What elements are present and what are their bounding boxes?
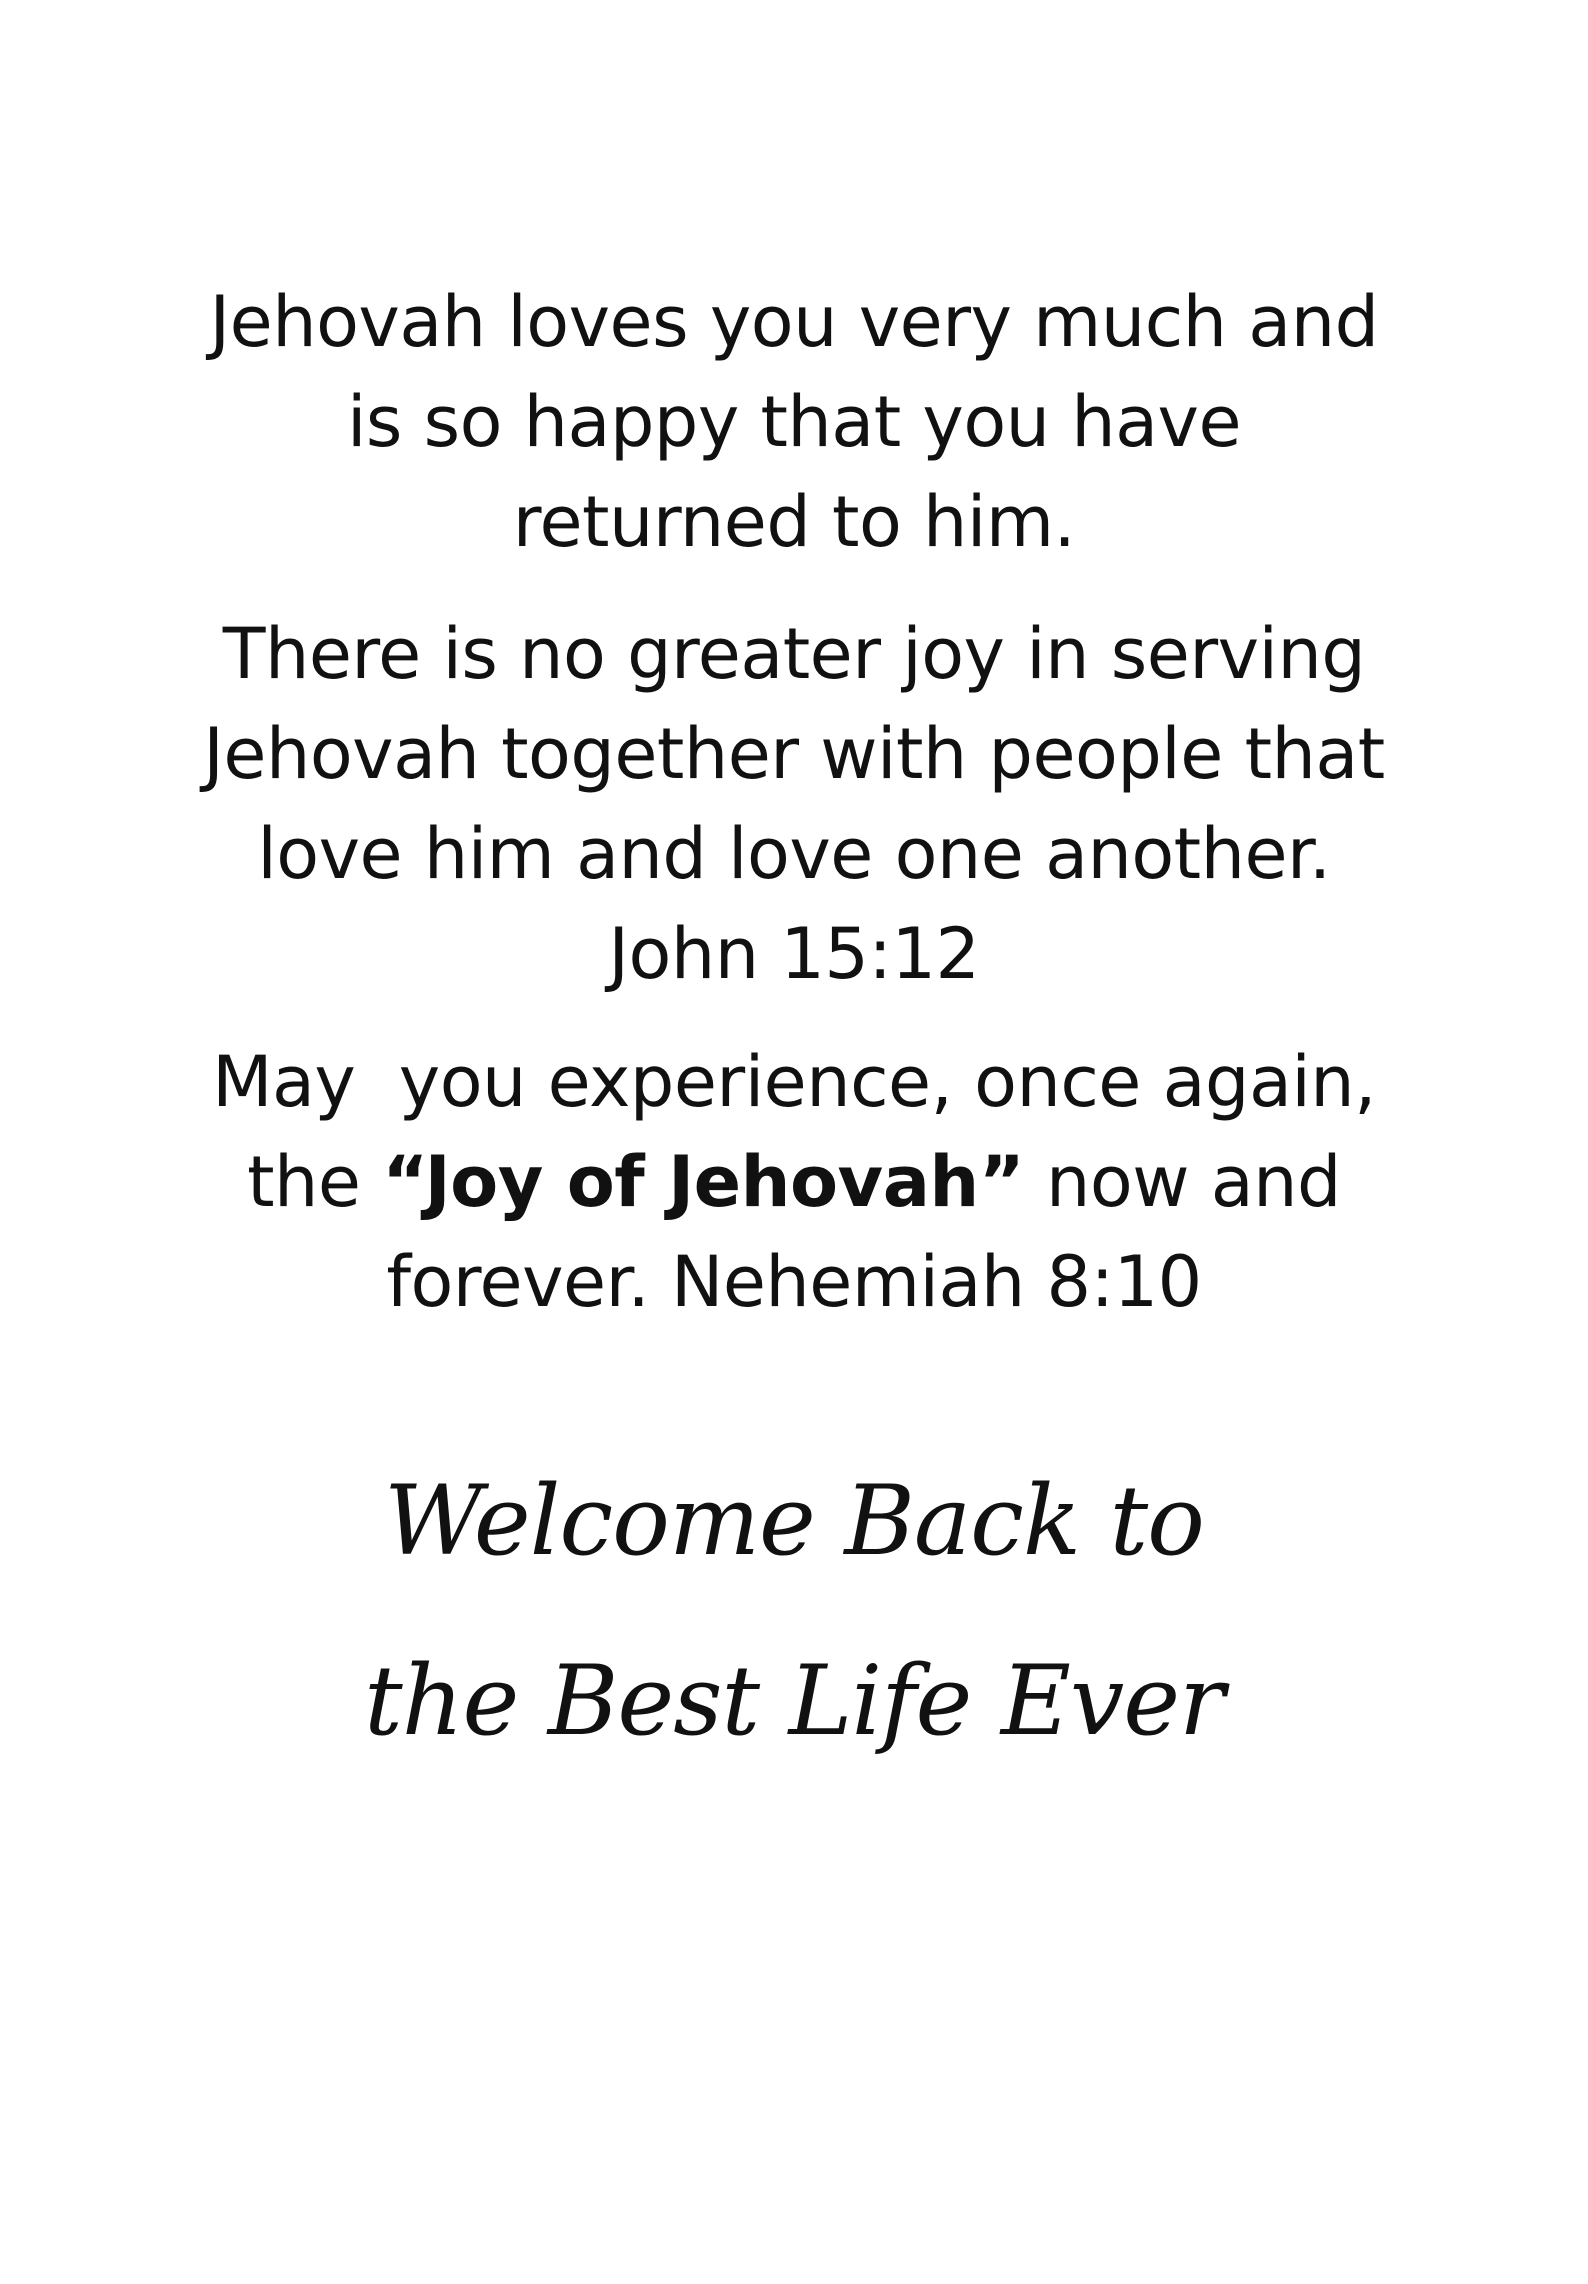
scripture-reference-john: John 15:12 <box>608 913 980 995</box>
paragraph-3-line-2-prefix: the <box>247 1141 383 1223</box>
paragraph-1-line-2: is so happy that you have <box>346 381 1242 463</box>
message-paragraph-1 <box>0 272 1588 572</box>
paragraph-1-line-1: Jehovah loves you very much and <box>209 281 1379 363</box>
paragraph-3-line-2 <box>0 1132 1588 1232</box>
paragraph-2-line-1: There is no greater joy in serving <box>222 613 1366 695</box>
joy-of-jehovah-phrase: “Joy of Jehovah” <box>382 1141 1025 1223</box>
closing-script-line-1: Welcome Back to <box>384 1465 1204 1577</box>
message-paragraph-3 <box>0 1032 1588 1332</box>
paragraph-2-line-2: Jehovah together with people that <box>203 713 1385 795</box>
paragraph-1-line-3: returned to him. <box>512 481 1076 563</box>
paragraph-3-line-3: forever. Nehemiah 8:10 <box>386 1241 1202 1323</box>
closing-script-line-2: the Best Life Ever <box>364 1645 1224 1757</box>
message-paragraph-2 <box>0 604 1588 1004</box>
paragraph-3-line-1: May you experience, once again, <box>212 1041 1376 1123</box>
paragraph-2-line-3: love him and love one another. <box>257 813 1331 895</box>
paragraph-3-line-2-suffix: now and <box>1024 1141 1341 1223</box>
